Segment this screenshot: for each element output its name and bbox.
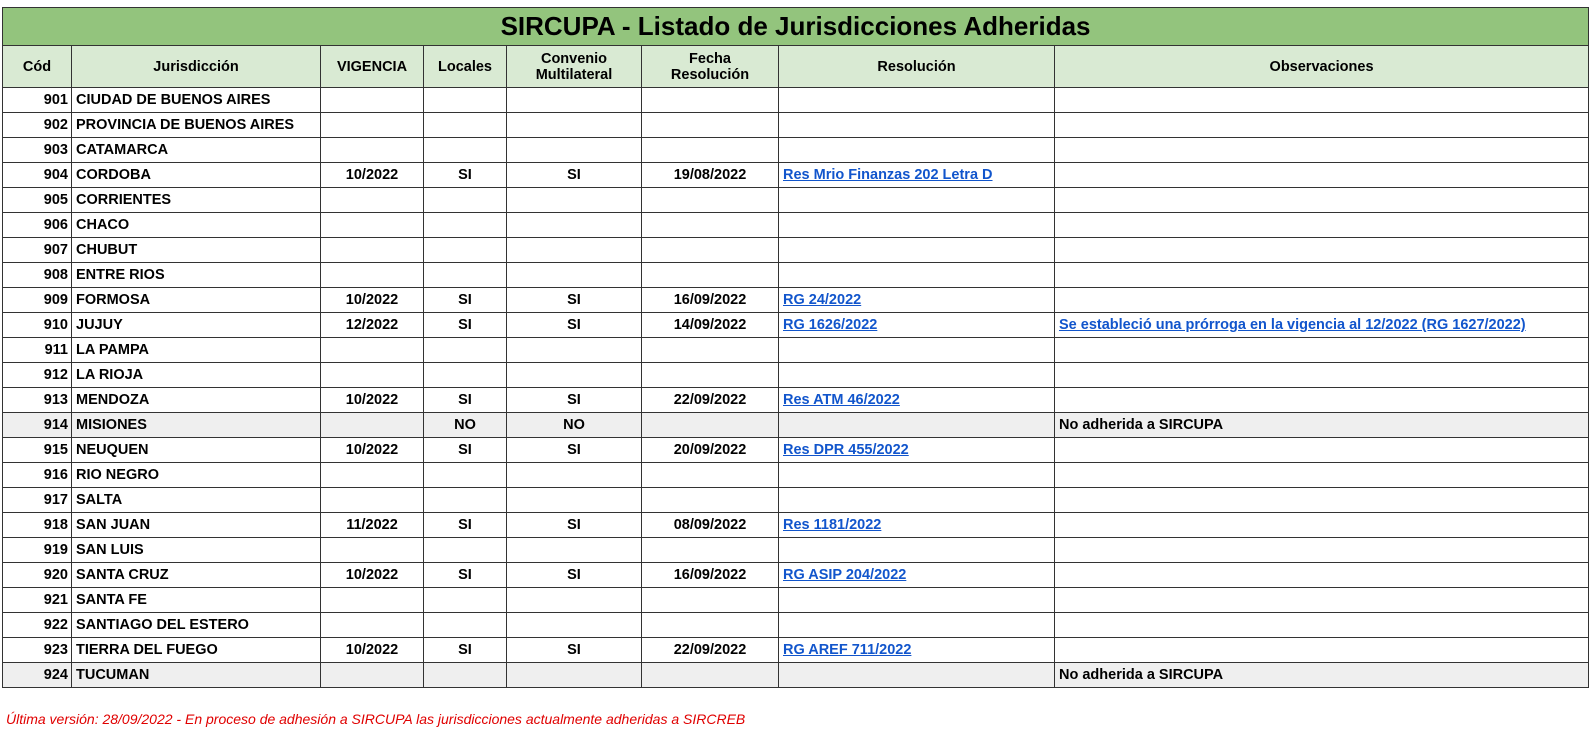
spreadsheet [2,7,1588,688]
cell-observaciones [1055,363,1589,388]
cell-jurisdiccion: CIUDAD DE BUENOS AIRES [72,88,321,113]
cell-jurisdiccion: TIERRA DEL FUEGO [72,638,321,663]
cell-locales [424,138,507,163]
cell-cod: 914 [3,413,72,438]
header-convenio [507,46,642,88]
cell-fecha [642,613,779,638]
table-body [3,88,1589,688]
cell-fecha [642,213,779,238]
cell-convenio [507,488,642,513]
cell-resolucion [779,588,1055,613]
header-convenio-line1: Convenio [540,50,608,67]
cell-locales [424,113,507,138]
table-row [3,313,1589,338]
cell-vigencia [321,588,424,613]
cell-locales: SI [424,288,507,313]
cell-observaciones [1055,188,1589,213]
cell-resolucion [779,288,1055,313]
table-row [3,213,1589,238]
cell-vigencia: 10/2022 [321,288,424,313]
cell-observaciones [1055,613,1589,638]
cell-vigencia [321,88,424,113]
cell-locales: SI [424,638,507,663]
cell-jurisdiccion: ENTRE RIOS [72,263,321,288]
cell-observaciones [1055,513,1589,538]
cell-fecha: 20/09/2022 [642,438,779,463]
cell-jurisdiccion: SANTA FE [72,588,321,613]
cell-fecha [642,488,779,513]
table-row [3,263,1589,288]
cell-vigencia: 10/2022 [321,563,424,588]
cell-observaciones [1055,213,1589,238]
cell-resolucion [779,538,1055,563]
cell-cod: 918 [3,513,72,538]
cell-fecha [642,263,779,288]
cell-observaciones [1055,438,1589,463]
header-cod: Cód [3,46,72,88]
cell-fecha: 08/09/2022 [642,513,779,538]
cell-vigencia [321,113,424,138]
cell-jurisdiccion: SALTA [72,488,321,513]
cell-locales: SI [424,563,507,588]
cell-locales [424,363,507,388]
cell-observaciones: No adherida a SIRCUPA [1055,413,1589,438]
table-row [3,638,1589,663]
cell-resolucion [779,513,1055,538]
table-row [3,438,1589,463]
table-row [3,88,1589,113]
table-row [3,238,1589,263]
cell-cod: 906 [3,213,72,238]
cell-fecha [642,113,779,138]
cell-convenio [507,213,642,238]
cell-fecha [642,88,779,113]
cell-convenio [507,588,642,613]
cell-locales [424,613,507,638]
table-row [3,463,1589,488]
cell-observaciones [1055,488,1589,513]
table-row [3,663,1589,688]
cell-resolucion [779,388,1055,413]
cell-vigencia: 11/2022 [321,513,424,538]
cell-locales: SI [424,438,507,463]
cell-resolucion [779,463,1055,488]
table-row [3,338,1589,363]
cell-vigencia [321,413,424,438]
cell-resolucion [779,163,1055,188]
cell-fecha: 16/09/2022 [642,563,779,588]
cell-jurisdiccion: SANTIAGO DEL ESTERO [72,613,321,638]
cell-observaciones [1055,288,1589,313]
cell-vigencia [321,338,424,363]
cell-jurisdiccion: JUJUY [72,313,321,338]
cell-vigencia: 10/2022 [321,388,424,413]
cell-fecha: 14/09/2022 [642,313,779,338]
cell-vigencia [321,613,424,638]
cell-observaciones [1055,113,1589,138]
resolucion-link[interactable]: Res ATM 46/2022 [783,392,900,408]
cell-fecha [642,138,779,163]
cell-resolucion [779,663,1055,688]
cell-cod: 910 [3,313,72,338]
cell-convenio [507,338,642,363]
cell-jurisdiccion: CORDOBA [72,163,321,188]
cell-fecha [642,188,779,213]
cell-fecha [642,463,779,488]
cell-cod: 902 [3,113,72,138]
table-row [3,163,1589,188]
header-row [3,46,1589,88]
table-row [3,363,1589,388]
cell-fecha: 22/09/2022 [642,388,779,413]
cell-locales [424,213,507,238]
resolucion-link[interactable]: RG AREF 711/2022 [783,642,912,658]
cell-cod: 915 [3,438,72,463]
cell-locales [424,88,507,113]
cell-observaciones [1055,588,1589,613]
cell-cod: 903 [3,138,72,163]
cell-cod: 921 [3,588,72,613]
observacion-link[interactable]: Se estableció una prórroga en la vigencia al 12/2022 (RG 1627/2022) [1059,317,1526,333]
cell-vigencia [321,363,424,388]
cell-convenio: SI [507,163,642,188]
table-row [3,288,1589,313]
cell-resolucion [779,263,1055,288]
cell-observaciones [1055,263,1589,288]
cell-locales [424,338,507,363]
cell-cod: 907 [3,238,72,263]
cell-cod: 911 [3,338,72,363]
cell-convenio [507,188,642,213]
cell-cod: 920 [3,563,72,588]
table-row [3,388,1589,413]
cell-jurisdiccion: FORMOSA [72,288,321,313]
cell-convenio [507,663,642,688]
cell-resolucion [779,438,1055,463]
cell-observaciones [1055,463,1589,488]
cell-locales: SI [424,513,507,538]
cell-fecha [642,238,779,263]
cell-locales [424,488,507,513]
cell-fecha [642,413,779,438]
cell-fecha [642,538,779,563]
cell-resolucion [779,638,1055,663]
cell-cod: 913 [3,388,72,413]
cell-resolucion [779,313,1055,338]
header-vigencia: VIGENCIA [321,46,424,88]
cell-locales: SI [424,163,507,188]
cell-jurisdiccion: CATAMARCA [72,138,321,163]
cell-observaciones [1055,563,1589,588]
cell-locales [424,263,507,288]
table-row [3,188,1589,213]
footer-note: Última versión: 28/09/2022 - En proceso de adhesión a SIRCUPA las jurisdicciones actualmente adheridas a SIRCREB [6,711,746,727]
resolucion-link[interactable]: RG 1626/2022 [783,317,878,333]
table-row [3,488,1589,513]
cell-cod: 923 [3,638,72,663]
table-row [3,588,1589,613]
header-jurisdiccion: Jurisdicción [72,46,321,88]
header-fecha-line1: Fecha [689,50,731,67]
cell-resolucion [779,88,1055,113]
cell-convenio: SI [507,513,642,538]
cell-convenio: SI [507,388,642,413]
cell-resolucion [779,413,1055,438]
cell-fecha [642,663,779,688]
cell-observaciones [1055,338,1589,363]
cell-vigencia [321,188,424,213]
cell-resolucion [779,563,1055,588]
cell-vigencia: 10/2022 [321,638,424,663]
cell-vigencia: 10/2022 [321,438,424,463]
cell-vigencia [321,238,424,263]
cell-vigencia [321,263,424,288]
cell-convenio: SI [507,563,642,588]
cell-observaciones [1055,538,1589,563]
table-row [3,563,1589,588]
cell-convenio: SI [507,638,642,663]
cell-resolucion [779,363,1055,388]
cell-jurisdiccion: RIO NEGRO [72,463,321,488]
cell-jurisdiccion: SAN JUAN [72,513,321,538]
cell-vigencia [321,138,424,163]
cell-fecha: 19/08/2022 [642,163,779,188]
cell-convenio [507,113,642,138]
cell-cod: 922 [3,613,72,638]
cell-locales [424,538,507,563]
table-row [3,113,1589,138]
cell-resolucion [779,238,1055,263]
cell-jurisdiccion: LA PAMPA [72,338,321,363]
cell-locales: SI [424,313,507,338]
cell-vigencia [321,663,424,688]
cell-locales [424,188,507,213]
cell-locales [424,663,507,688]
cell-cod: 924 [3,663,72,688]
cell-observaciones [1055,88,1589,113]
cell-cod: 904 [3,163,72,188]
header-fecha [642,46,779,88]
cell-observaciones: No adherida a SIRCUPA [1055,663,1589,688]
cell-vigencia: 10/2022 [321,163,424,188]
cell-convenio [507,613,642,638]
cell-jurisdiccion: TUCUMAN [72,663,321,688]
cell-fecha: 22/09/2022 [642,638,779,663]
cell-jurisdiccion: NEUQUEN [72,438,321,463]
cell-vigencia [321,488,424,513]
jurisdictions-table [2,7,1589,688]
table-row [3,513,1589,538]
header-resolucion: Resolución [779,46,1055,88]
cell-resolucion [779,138,1055,163]
resolucion-link[interactable]: RG 24/2022 [783,292,862,308]
cell-cod: 919 [3,538,72,563]
cell-fecha [642,588,779,613]
cell-resolucion [779,613,1055,638]
resolucion-link[interactable]: Res DPR 455/2022 [783,442,909,458]
cell-locales: NO [424,413,507,438]
cell-convenio [507,463,642,488]
sheet-title: SIRCUPA - Listado de Jurisdicciones Adheridas [3,8,1589,46]
cell-observaciones [1055,238,1589,263]
cell-jurisdiccion: CHUBUT [72,238,321,263]
cell-vigencia [321,463,424,488]
header-locales: Locales [424,46,507,88]
table-row [3,538,1589,563]
cell-fecha [642,338,779,363]
cell-cod: 909 [3,288,72,313]
cell-resolucion [779,338,1055,363]
cell-cod: 905 [3,188,72,213]
cell-vigencia [321,213,424,238]
cell-convenio [507,263,642,288]
table-row [3,413,1589,438]
cell-observaciones [1055,163,1589,188]
cell-jurisdiccion: PROVINCIA DE BUENOS AIRES [72,113,321,138]
cell-cod: 901 [3,88,72,113]
cell-convenio [507,538,642,563]
cell-fecha: 16/09/2022 [642,288,779,313]
cell-observaciones [1055,638,1589,663]
cell-convenio: SI [507,288,642,313]
cell-jurisdiccion: MISIONES [72,413,321,438]
cell-observaciones [1055,388,1589,413]
cell-cod: 912 [3,363,72,388]
cell-vigencia [321,538,424,563]
table-row [3,138,1589,163]
cell-convenio: SI [507,438,642,463]
cell-resolucion [779,213,1055,238]
cell-jurisdiccion: CHACO [72,213,321,238]
cell-cod: 916 [3,463,72,488]
cell-cod: 908 [3,263,72,288]
cell-locales [424,588,507,613]
cell-resolucion [779,488,1055,513]
cell-jurisdiccion: SAN LUIS [72,538,321,563]
cell-jurisdiccion: MENDOZA [72,388,321,413]
resolucion-link[interactable]: Res Mrio Finanzas 202 Letra D [783,167,993,183]
cell-locales [424,238,507,263]
header-fecha-line2: Resolución [670,66,750,83]
cell-convenio [507,138,642,163]
cell-jurisdiccion: SANTA CRUZ [72,563,321,588]
resolucion-link[interactable]: RG ASIP 204/2022 [783,567,907,583]
cell-resolucion [779,113,1055,138]
cell-cod: 917 [3,488,72,513]
cell-jurisdiccion: LA RIOJA [72,363,321,388]
cell-locales [424,463,507,488]
table-row [3,613,1589,638]
cell-convenio [507,363,642,388]
cell-observaciones [1055,313,1589,338]
resolucion-link[interactable]: Res 1181/2022 [783,517,882,533]
cell-convenio: NO [507,413,642,438]
header-convenio-line2: Multilateral [535,66,613,83]
header-observaciones: Observaciones [1055,46,1589,88]
cell-fecha [642,363,779,388]
cell-vigencia: 12/2022 [321,313,424,338]
cell-jurisdiccion: CORRIENTES [72,188,321,213]
cell-convenio [507,88,642,113]
cell-locales: SI [424,388,507,413]
cell-resolucion [779,188,1055,213]
cell-convenio [507,238,642,263]
cell-convenio: SI [507,313,642,338]
cell-observaciones [1055,138,1589,163]
